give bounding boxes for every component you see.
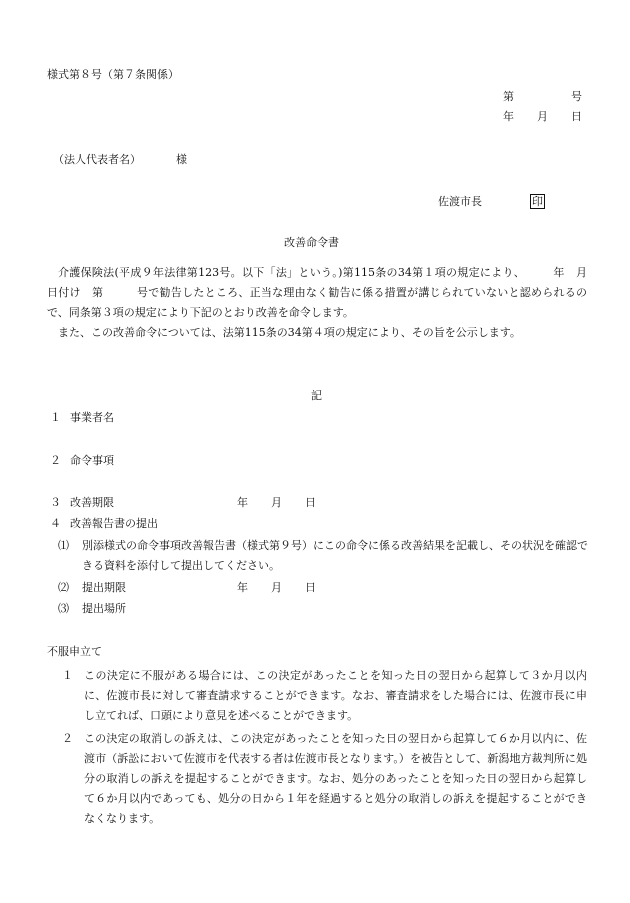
item-3-day: 日 [305, 496, 316, 509]
addressee-name: （法人代表者名） [53, 153, 141, 166]
document-number-suffix: 号 [571, 90, 582, 103]
addressee-honorific: 様 [176, 153, 187, 166]
date-month: 月 [537, 110, 548, 123]
appeal-item-1-number: １ [62, 669, 73, 682]
issuer-seal [530, 194, 545, 210]
sub-item-3-number: ⑶ [58, 602, 69, 615]
document-title: 改善命令書 [284, 236, 339, 249]
body-text [47, 263, 609, 343]
item-3-number: ３ [50, 496, 61, 509]
body-paragraph-1: 介護保険法(平成９年法律第123号。以下「法」という。)第115条の34第１項の規定により、 年 月 日付け 第 号で勧告したところ、正当な理由なく勧告に係る措置が講じられていないと認められるので、同条第３項の規定により下記のとおり改善を命令します。 [47, 266, 609, 319]
item-3-year: 年 [237, 496, 248, 509]
appeal-item-2-number: ２ [62, 732, 73, 745]
sub-item-2-number: ⑵ [58, 581, 69, 594]
item-1-label: 事業者名 [70, 411, 114, 424]
date-year: 年 [503, 110, 514, 123]
appeal-item-1 [62, 666, 587, 726]
document-number-prefix: 第 [503, 90, 514, 103]
item-2-label: 命令事項 [70, 454, 114, 467]
seal-mark: 印 [532, 195, 543, 208]
sub-item-2-year: 年 [237, 581, 248, 594]
sub-item-1-number: ⑴ [58, 539, 69, 552]
sub-item-1 [58, 536, 588, 576]
appeal-item-1-text: この決定に不服がある場合には、この決定があったことを知った日の翌日から起算して３か月以内に、佐渡市長に対して審査請求することができます。なお、審査請求をした場合には、佐渡市長に申し立てれば、口頭により意見を述べることができます。 [84, 669, 587, 722]
appeal-item-2 [62, 729, 587, 829]
item-3-label: 改善期限 [70, 496, 114, 509]
issuer-title: 佐渡市長 [438, 195, 482, 208]
date-day: 日 [571, 110, 582, 123]
sub-item-2-day: 日 [305, 581, 316, 594]
item-2-number: ２ [50, 454, 61, 467]
sub-item-2-month: 月 [271, 581, 282, 594]
sub-item-1-text: 別添様式の命令事項改善報告書（様式第９号）にこの命令に係る改善結果を記載し、その状況を確認できる資料を添付して提出してください。 [82, 539, 588, 572]
item-4-number: ４ [50, 517, 61, 530]
ki-heading: 記 [311, 389, 322, 402]
sub-item-2-label: 提出期限 [82, 581, 126, 594]
form-label: 様式第８号（第７条関係） [47, 68, 179, 81]
item-4-label: 改善報告書の提出 [70, 517, 158, 530]
item-3-month: 月 [271, 496, 282, 509]
item-1-number: １ [50, 411, 61, 424]
body-paragraph-2: また、この改善命令については、法第115条の34第４項の規定により、その旨を公示します。 [58, 326, 521, 339]
appeal-heading: 不服申立て [47, 645, 102, 658]
sub-item-3-label: 提出場所 [82, 602, 126, 615]
appeal-item-2-text: この決定の取消しの訴えは、この決定があったことを知った日の翌日から起算して６か月以内に、佐渡市（訴訟において佐渡市を代表する者は佐渡市長となります。）を被告として、新潟地方裁判所に処分の取消しの訴えを提起することができます。なお、処分のあったことを知った日の翌日から起算して６か月以内であっても、処分の日から１年を経過すると処分の取消しの訴えを提起することができなくなります。 [84, 732, 587, 825]
